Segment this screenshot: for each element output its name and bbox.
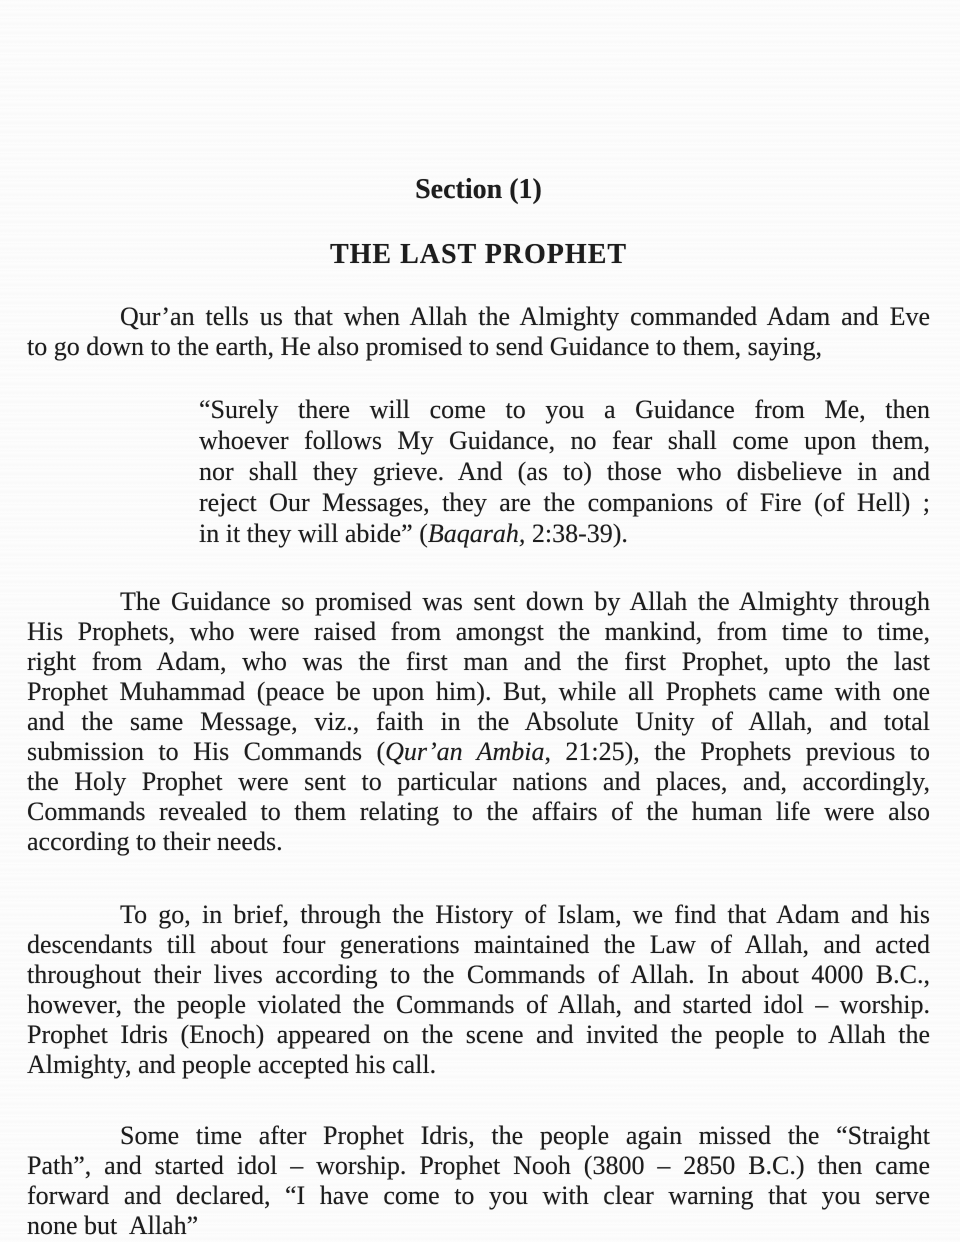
text-line: according to their needs. (27, 827, 283, 856)
paragraph-history (27, 900, 930, 1080)
page-title: THE LAST PROPHET (329, 239, 628, 270)
text-line: His Prophets, who were raised from amongst the mankind, from time to time, (27, 617, 930, 646)
paragraph-intro (27, 302, 930, 362)
text-line: and the same Message, viz., faith in the Absolute Unity of Allah, and total (27, 707, 930, 736)
text-line: To go, in brief, through the History of Islam, we find that Adam and his (120, 900, 930, 929)
text-line: none but Allah” (27, 1211, 199, 1240)
text-line: Path”, and started idol – worship. Prophet Nooh (3800 – 2850 B.C.) then came (27, 1151, 930, 1180)
text-line: throughout their lives according to the Commands of Allah. In about 4000 B.C., (27, 960, 930, 989)
text-line: forward and declared, “I have come to you with clear warning that you serve (27, 1181, 930, 1210)
text-line: reject Our Messages, they are the companions of Fire (of Hell) ; (199, 488, 930, 517)
paragraph-nooh (27, 1121, 930, 1241)
text-line: right from Adam, who was the first man and the first Prophet, upto the last (27, 647, 930, 676)
text-line: The Guidance so promised was sent down by Allah the Almighty through (120, 587, 930, 616)
text-line: in it they will abide” (Baqarah, 2:38-39). (199, 519, 628, 548)
text-line: descendants till about four generations maintained the Law of Allah, and acted (27, 930, 930, 959)
text-line: “Surely there will come to you a Guidance from Me, then (199, 395, 930, 424)
text-line: Qur’an tells us that when Allah the Almighty commanded Adam and Eve (120, 302, 930, 331)
text-line: whoever follows My Guidance, no fear shall come upon them, (199, 426, 930, 455)
text-line: Prophet Idris (Enoch) appeared on the scene and invited the people to Allah the (27, 1020, 930, 1049)
paragraph-guidance (27, 587, 930, 857)
text-line: however, the people violated the Commands of Allah, and started idol – worship. (27, 990, 930, 1019)
text-line: submission to His Commands (Qur’an Ambia, 21:25), the Prophets previous to (27, 737, 930, 766)
section-heading: Section (1) (415, 174, 542, 205)
blockquote-quran-verse (199, 394, 930, 549)
text-line: Prophet Muhammad (peace be upon him). But, while all Prophets came with one (27, 677, 930, 706)
text-line: Some time after Prophet Idris, the people again missed the “Straight (120, 1121, 930, 1150)
text-line: nor shall they grieve. And (as to) those who disbelieve in and (199, 457, 930, 486)
text-line: to go down to the earth, He also promised to send Guidance to them, saying, (27, 332, 823, 361)
text-line: the Holy Prophet were sent to particular nations and places, and, accordingly, (27, 767, 930, 796)
text-line: Commands revealed to them relating to the affairs of the human life were also (27, 797, 930, 826)
text-line: Almighty, and people accepted his call. (27, 1050, 437, 1079)
